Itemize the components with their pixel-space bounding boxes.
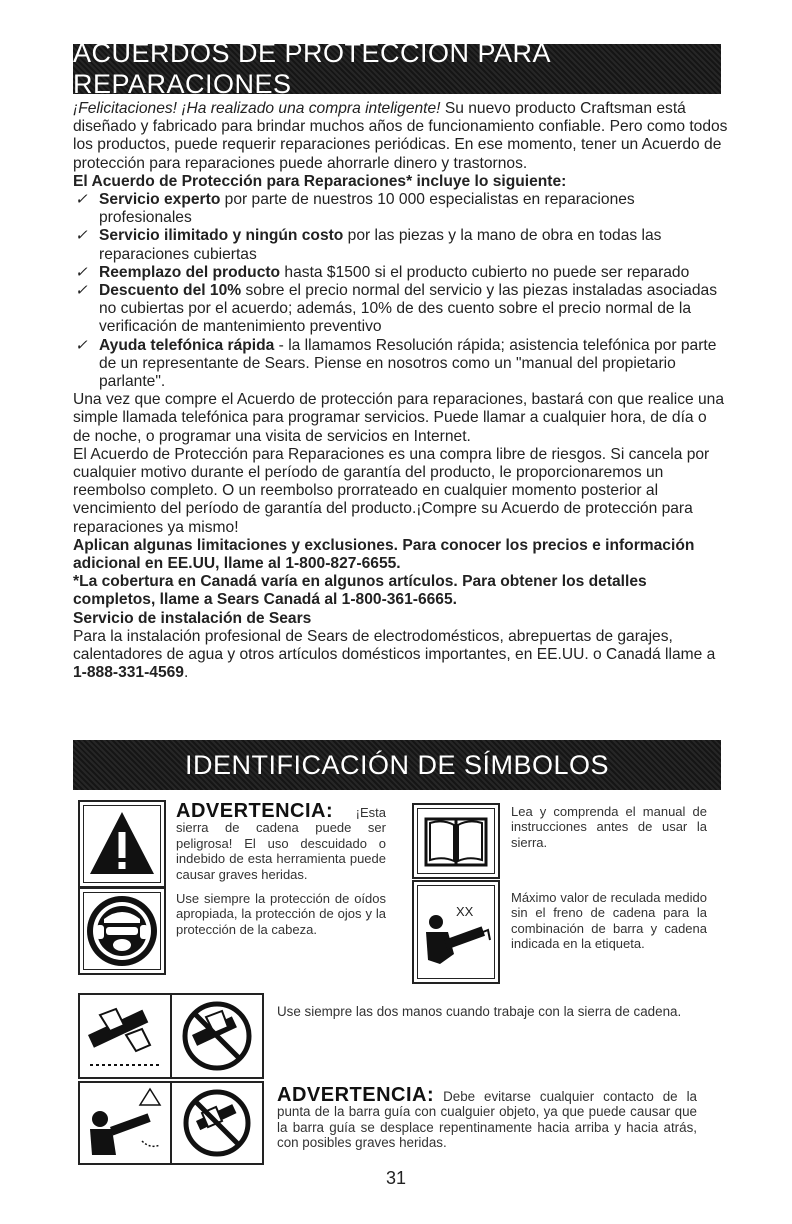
two-hands-grip-icon xyxy=(78,993,172,1079)
risk-free-paragraph: El Acuerdo de Protección para Reparaciones es una compra libre de riesgos. Si cancela por cualquier motivo durante el período de garantía del producto, le proporcionaremos un reembolso completo. O un reembolso prorrateado en cualquier momento posterior al vencimiento del período de garantía del producto.¡Compre su Acuerdo de protección para reparaciones ya mismo! xyxy=(73,445,710,536)
protection-instruction: Use siempre la protección de oídos apropiada, la protección de ojos y la protección de la cabeza. xyxy=(176,891,386,937)
warning-triangle-icon xyxy=(78,800,166,888)
checklist-item-text: por parte de nuestros 10 000 especialistas en reparaciones profesionales xyxy=(99,191,635,227)
checklist-item xyxy=(73,264,728,282)
header-banner xyxy=(73,38,721,99)
read-manual-icon xyxy=(412,803,500,879)
installation-paragraph xyxy=(73,628,728,683)
intro-text: Su nuevo producto Craftsman está diseñado y fabricado para brindar muchos años de funcionamiento confiable. Pero como todos los productos, puede requerir reparaciones periódicas. En ese momento, tener un Acuerdo de protección para reparaciones puede ahorrarle dinero y trastornos. xyxy=(73,100,728,172)
ear-eye-head-protection-icon xyxy=(78,887,166,975)
warning-title: ADVERTENCIA: xyxy=(176,800,334,822)
checklist-item-bold: Servicio experto xyxy=(99,191,221,209)
kickback-danger-icon xyxy=(78,1081,172,1165)
read-manual-instruction: Lea y comprenda el manual de instrucciones antes de usar la sierra. xyxy=(511,804,707,850)
chainsaw-danger-warning xyxy=(176,800,386,882)
one-hand-prohibited-icon xyxy=(170,993,264,1079)
page-number: 31 xyxy=(385,1168,407,1188)
check-icon: ✓ xyxy=(75,263,88,281)
check-icon: ✓ xyxy=(75,227,88,245)
checklist-item-text: sobre el precio normal del servicio y las piezas instaladas asociadas no cubiertas por el acuerdo; además, 10% de des cuento sobre el precio normal de la verificación de mantenimiento preventivo xyxy=(99,282,717,336)
checklist-item xyxy=(73,227,728,263)
check-icon: ✓ xyxy=(75,282,88,300)
two-hands-instruction: Use siempre las dos manos cuando trabaje con la sierra de cadena. xyxy=(277,1004,682,1019)
checklist-item-bold: Ayuda telefónica rápida xyxy=(99,336,275,354)
protection-agreement-section xyxy=(73,100,728,683)
kickback-warning xyxy=(277,1084,697,1151)
intro-italic: ¡Felicitaciones! ¡Ha realizado una compra inteligente! xyxy=(73,100,441,117)
kickback-icon xyxy=(412,880,500,984)
scheduling-paragraph: Una vez que compre el Acuerdo de protección para reparaciones, bastará con que realice una simple llamada telefónica para programar servicios. Puede llamar a cualquier hora, de día o de noche, o programar una visita de servicios en Internet. xyxy=(73,391,725,445)
checklist-item-text: por las piezas y la mano de obra en todas las reparaciones cubiertas xyxy=(99,227,662,263)
includes-heading: El Acuerdo de Protección para Reparaciones* incluye lo siguiente: xyxy=(73,172,567,190)
checklist-item-text: hasta $1500 si el producto cubierto no puede ser reparado xyxy=(280,263,690,281)
check-icon: ✓ xyxy=(75,191,88,209)
checklist-item xyxy=(73,191,728,227)
warning-text: ¡Esta sierra de cadena puede ser peligrosa! El uso descuidado o indebido de esta herramienta puede causar graves heridas. xyxy=(176,805,386,882)
us-contact-notice: Aplican algunas limitaciones y exclusiones. Para conocer los precios e información adicional en EE.UU, llame al 1-800-827-6655. xyxy=(73,536,695,573)
installation-heading: Servicio de instalación de Sears xyxy=(73,609,312,627)
checklist-item xyxy=(73,282,728,337)
kickback-value-label: XX xyxy=(456,904,474,919)
checklist-item-bold: Servicio ilimitado y ningún costo xyxy=(99,227,344,245)
installation-text: Para la instalación profesional de Sears de electrodomésticos, abrepuertas de garajes, calentadores de agua y otros artículos domésticos importantes, en EE.UU. o Canadá llame a xyxy=(73,627,716,664)
checklist-item xyxy=(73,337,728,392)
checklist-item-bold: Descuento del 10% xyxy=(99,282,242,300)
warning-title: ADVERTENCIA: xyxy=(277,1084,435,1106)
canada-contact-notice: *La cobertura en Canadá varía en algunos artículos. Para obtener los detalles completos, llame a Sears Canadá al 1-800-361-6665. xyxy=(73,573,647,609)
warning-text: Debe evitarse cualquier contacto de la punta de la barra guía con cualguier objeto, ya que puede causar que la barra guía se desplace repentinamente hacia arriba y hacia atrás, con posibles graves heridas. xyxy=(277,1089,697,1151)
installation-phone: 1-888-331-4569 xyxy=(73,664,184,682)
intro-paragraph xyxy=(73,100,728,173)
symbols-banner xyxy=(73,740,721,790)
checklist-item-text: - la llamamos Resolución rápida; asistencia telefónica por parte de un representante de Sears. Piense en nosotros como un "manual del propietario parlante". xyxy=(99,336,717,391)
installation-text-end: . xyxy=(183,664,189,682)
header-banner-title: ACUERDOS DE PROTECCIÓN PARA REPARACIONES xyxy=(73,38,550,99)
symbols-banner-title: IDENTIFICACIÓN DE SÍMBOLOS xyxy=(184,749,610,780)
kickback-instruction: Máximo valor de reculada medido sin el freno de cadena para la combinación de barra y cadena indicada en la etiqueta. xyxy=(511,890,707,952)
bar-tip-contact-prohibited-icon xyxy=(170,1081,264,1165)
checklist-item-bold: Reemplazo del producto xyxy=(99,263,281,281)
check-icon: ✓ xyxy=(75,336,88,354)
